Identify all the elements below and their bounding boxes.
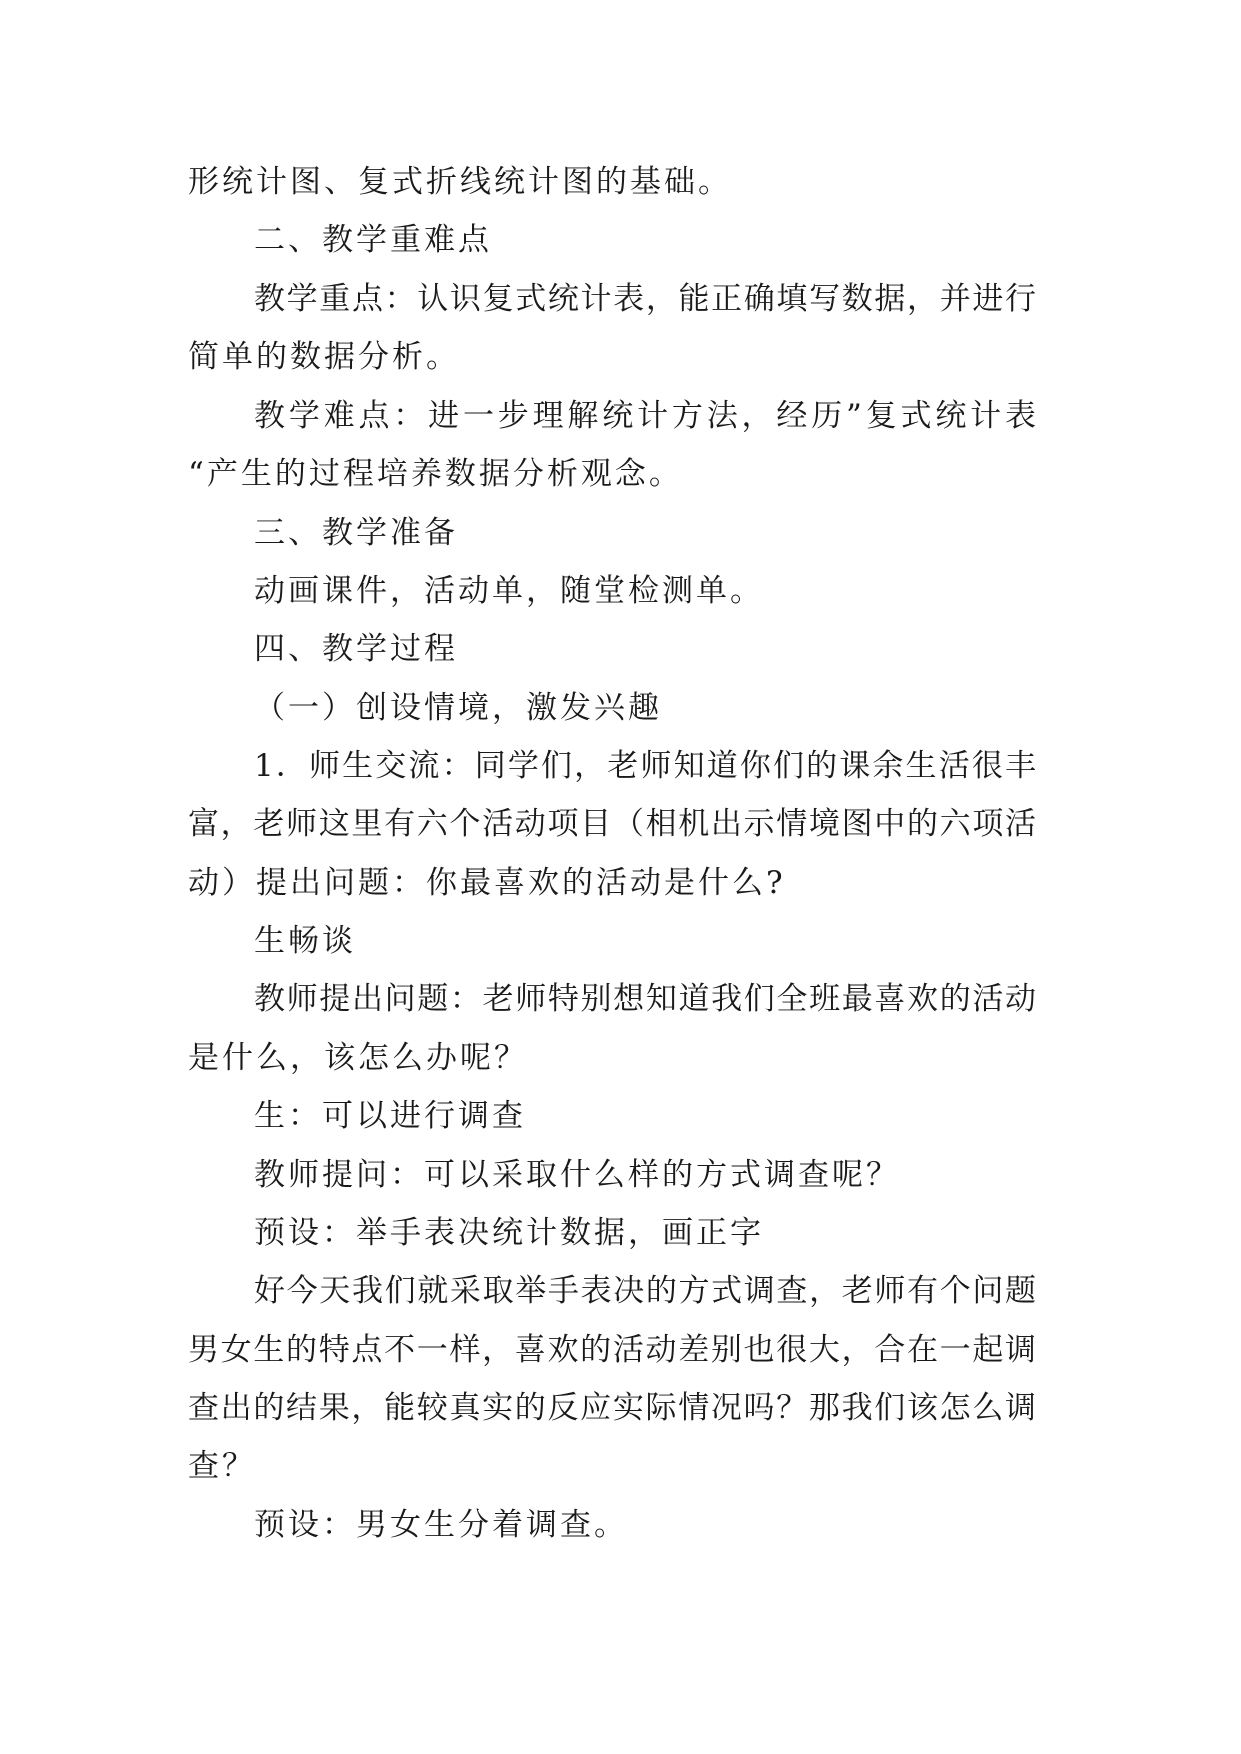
- text-line: 生：可以进行调查: [254, 1098, 526, 1134]
- text-line: 简单的数据分析。: [188, 339, 460, 375]
- text-line: 1．师生交流：同学们，老师知道你们的课余生活很丰: [254, 748, 1036, 784]
- text-line: 动画课件，活动单，随堂检测单。: [254, 573, 764, 609]
- text-line: 好今天我们就采取举手表决的方式调查，老师有个问题: [254, 1273, 1036, 1309]
- text-line: 是什么，该怎么办呢？: [188, 1040, 528, 1076]
- text-line: 查出的结果，能较真实的反应实际情况吗？那我们该怎么调: [188, 1390, 1036, 1426]
- text-line: 男女生的特点不一样，喜欢的活动差别也很大，合在一起调: [188, 1332, 1036, 1368]
- subsection-heading: （一）创设情境，激发兴趣: [254, 690, 662, 726]
- text-line: 预设：举手表决统计数据，画正字: [254, 1215, 764, 1251]
- text-line: 预设：男女生分着调查。: [254, 1507, 628, 1543]
- text-line: 查？: [188, 1448, 256, 1484]
- text-line: 动）提出问题：你最喜欢的活动是什么?: [188, 865, 786, 901]
- section-heading: 四、教学过程: [254, 631, 458, 667]
- text-line: 教学重点：认识复式统计表，能正确填写数据，并进行: [254, 281, 1036, 317]
- text-line: 形统计图、复式折线统计图的基础。: [188, 164, 732, 200]
- text-line: 教师提问：可以采取什么样的方式调查呢？: [254, 1157, 900, 1193]
- section-heading: 三、教学准备: [254, 515, 458, 551]
- text-line: 教学难点：进一步理解统计方法，经历”复式统计表: [254, 398, 1036, 434]
- text-line: 富，老师这里有六个活动项目（相机出示情境图中的六项活: [188, 806, 1036, 842]
- text-line: “产生的过程培养数据分析观念。: [188, 456, 683, 492]
- text-line: 教师提出问题：老师特别想知道我们全班最喜欢的活动: [254, 981, 1036, 1017]
- section-heading: 二、教学重难点: [254, 222, 492, 258]
- text-line: 生畅谈: [254, 923, 356, 959]
